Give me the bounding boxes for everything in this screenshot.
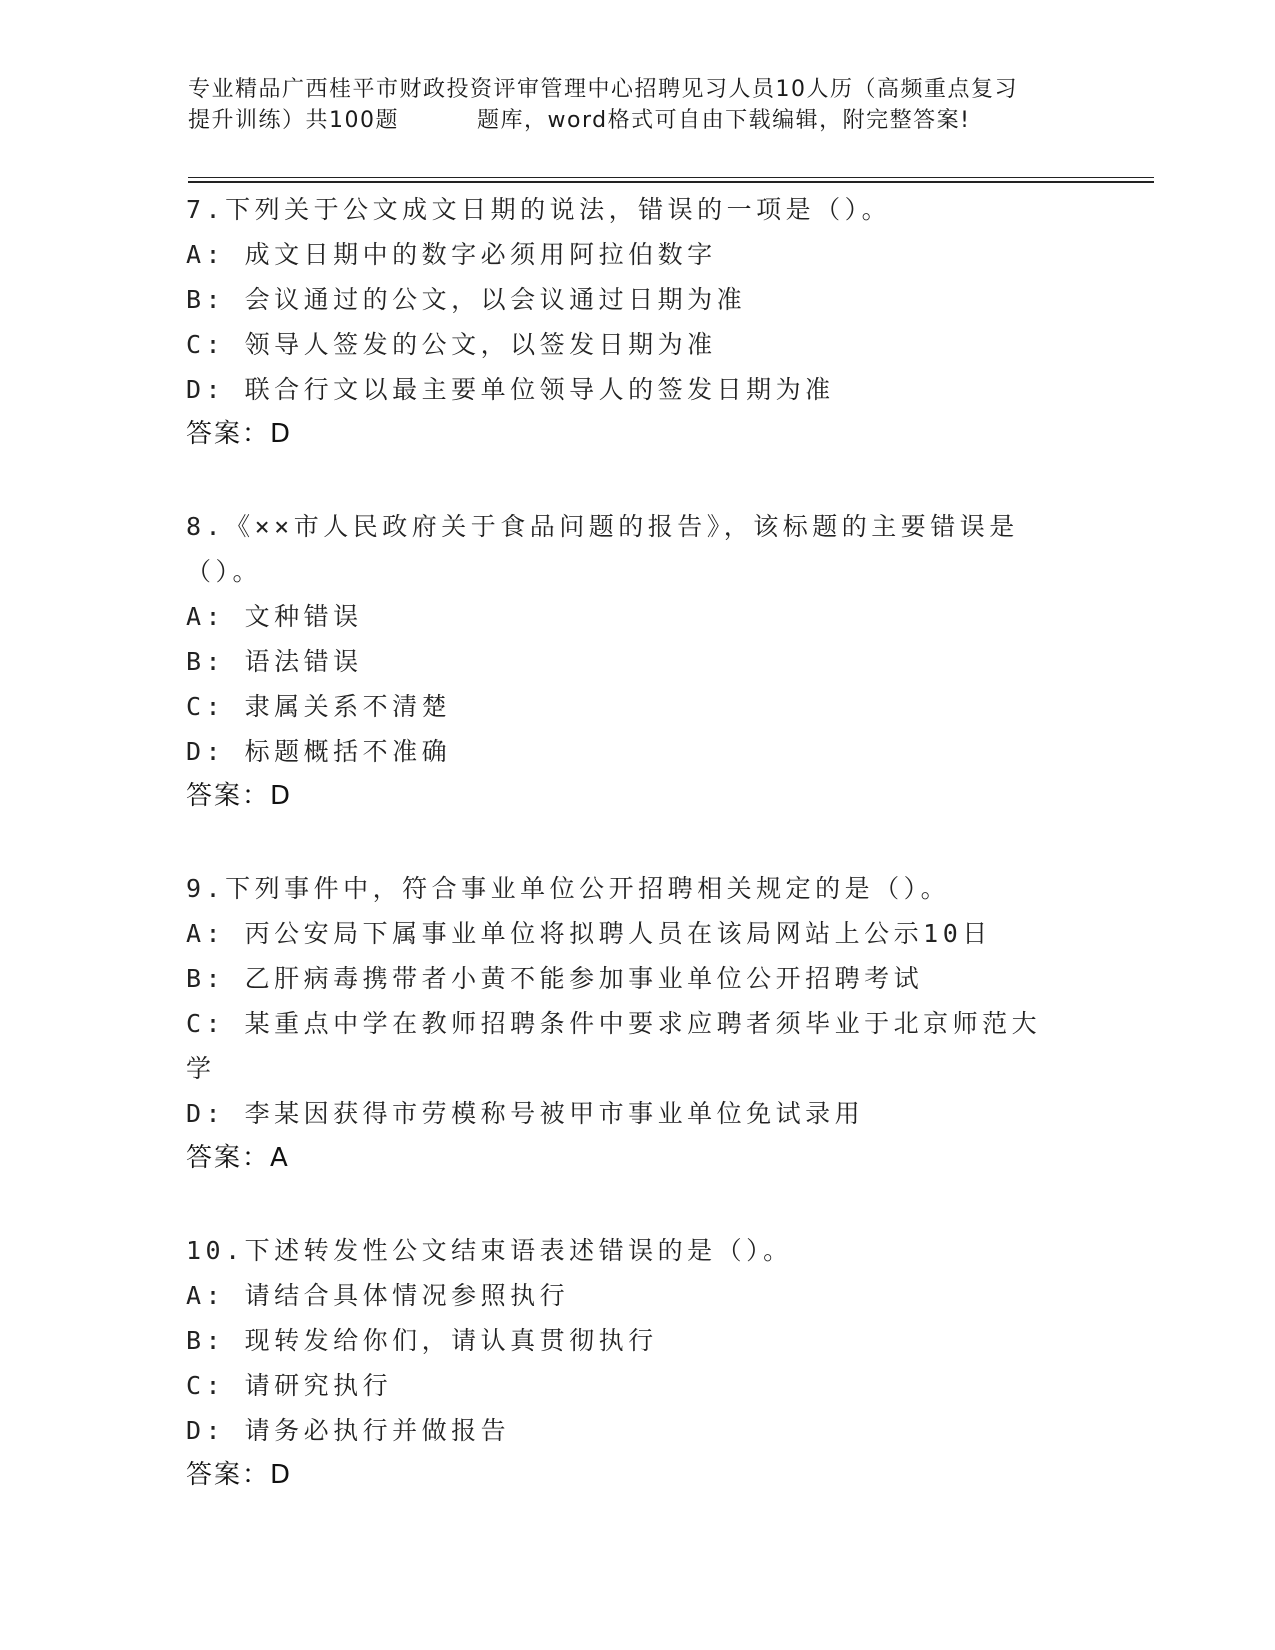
- question-text: 10.下述转发性公文结束语表述错误的是（）。: [186, 1236, 793, 1265]
- question-list: [186, 187, 1066, 1545]
- option-b: B: 乙肝病毒携带者小黄不能参加事业单位公开招聘考试: [186, 964, 924, 993]
- option-d: D: 请务必执行并做报告: [186, 1416, 511, 1445]
- option-c: C: 隶属关系不清楚: [186, 692, 452, 721]
- question-text: 9.下列事件中，符合事业单位公开招聘相关规定的是（）。: [186, 874, 951, 903]
- header-line-2: [188, 105, 1088, 136]
- question-10: [186, 1228, 1066, 1498]
- option-c: C: 某重点中学在教师招聘条件中要求应聘者须毕业于北京师范大学: [186, 1009, 1042, 1083]
- answer-label: 答案：D: [186, 781, 293, 811]
- option-b: B: 现转发给你们，请认真贯彻执行: [186, 1326, 658, 1355]
- header-divider-thin: [188, 177, 1154, 178]
- option-b: B: 会议通过的公文，以会议通过日期为准: [186, 285, 747, 314]
- option-a: A: 成文日期中的数字必须用阿拉伯数字: [186, 240, 717, 269]
- answer-label: 答案：D: [186, 419, 293, 449]
- question-text: 7.下列关于公文成文日期的说法，错误的一项是（）。: [186, 195, 892, 224]
- option-c: C: 请研究执行: [186, 1371, 393, 1400]
- option-d: D: 联合行文以最主要单位领导人的签发日期为准: [186, 375, 835, 404]
- header-line-1: 专业精品广西桂平市财政投资评审管理中心招聘见习人员10人历（高频重点复习: [188, 77, 1018, 102]
- header-line-2-part-1: 提升训练）共100题: [188, 108, 399, 133]
- option-c: C: 领导人签发的公文，以签发日期为准: [186, 330, 717, 359]
- option-d: D: 标题概括不准确: [186, 737, 452, 766]
- header-line-2-part-2: 题库，word格式可自由下载编辑，附完整答案!: [477, 108, 971, 133]
- document-header: [188, 74, 1088, 136]
- question-9: [186, 866, 1066, 1181]
- question-7: [186, 187, 1066, 457]
- question-text: 8.《××市人民政府关于食品问题的报告》，该标题的主要错误是（）。: [186, 512, 1019, 586]
- question-8: [186, 504, 1066, 819]
- option-b: B: 语法错误: [186, 647, 363, 676]
- answer-label: 答案：D: [186, 1460, 293, 1490]
- answer-label: 答案：A: [186, 1143, 290, 1173]
- option-d: D: 李某因获得市劳模称号被甲市事业单位免试录用: [186, 1099, 865, 1128]
- option-a: A: 请结合具体情况参照执行: [186, 1281, 570, 1310]
- header-divider-thick: [188, 181, 1154, 183]
- option-a: A: 文种错误: [186, 602, 363, 631]
- option-a: A: 丙公安局下属事业单位将拟聘人员在该局网站上公示10日: [186, 919, 992, 948]
